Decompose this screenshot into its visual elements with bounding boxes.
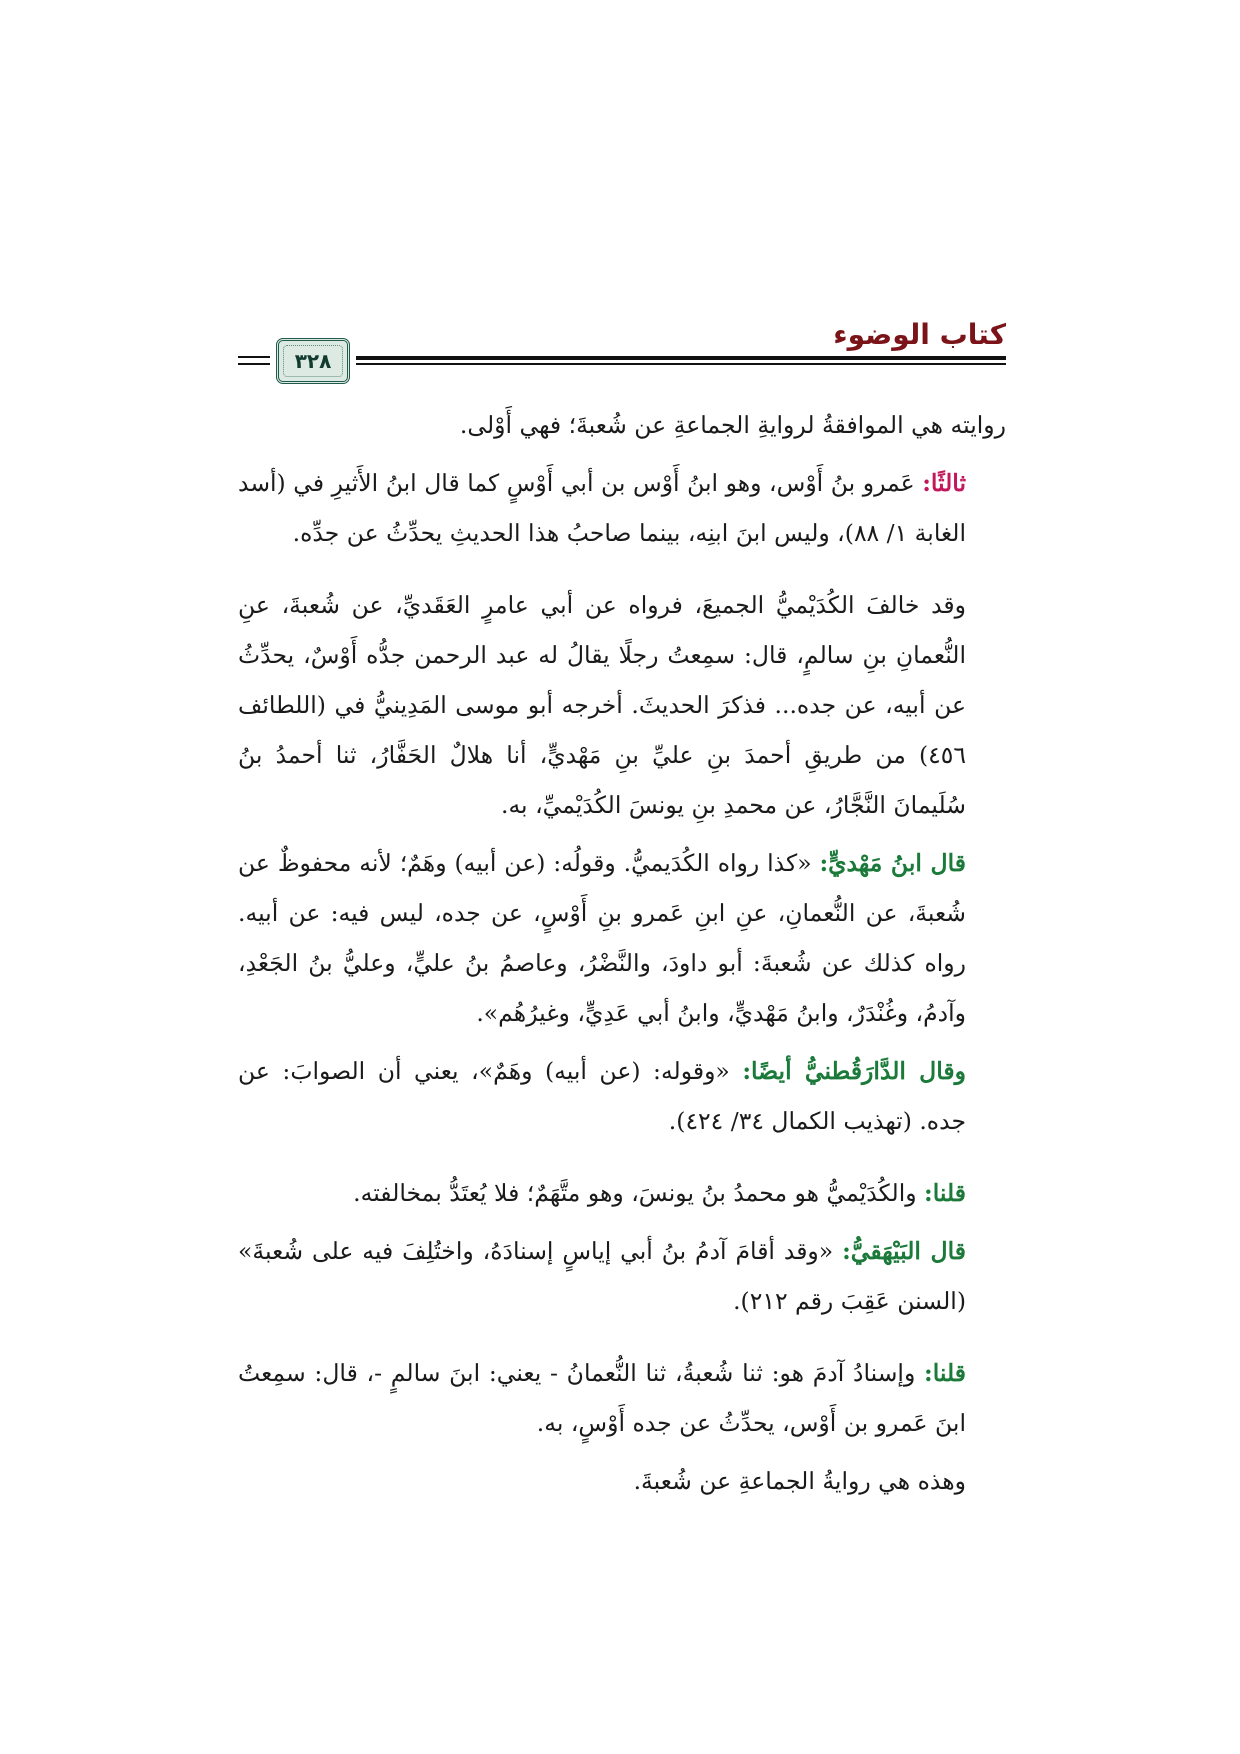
page-header <box>238 318 1006 388</box>
book-title: كتاب الوضوء <box>833 318 1006 351</box>
paragraph-6 <box>238 1168 1006 1218</box>
header-rule <box>356 356 1006 365</box>
paragraph-3 <box>238 580 1006 830</box>
paragraph-2 <box>238 458 1006 558</box>
page-number: ٣٢٨ <box>294 349 332 373</box>
page-body <box>238 400 1006 1514</box>
paragraph-text: وإسنادُ آدمَ هو: ثنا شُعبةُ، ثنا النُّعمانُ - يعني: ابنَ سالمٍ -، قال: سمِعتُ ابنَ عَمرو بن أَوْس، يحدِّثُ عن جده أَوْسٍ، به. <box>238 1359 966 1437</box>
paragraph-5 <box>238 1046 1006 1146</box>
paragraph-text: وقد خالفَ الكُدَيْميُّ الجميعَ، فرواه عن أبي عامرٍ العَقَديِّ، عن شُعبةَ، عنِ النُّعمانِ بنِ سالمٍ، قال: سمِعتُ رجلًا يقالُ له عبد الرحمن جدُّه أَوْسٌ، يحدِّثُ عن أبيه، عن جده... فذكرَ الحديثَ. أخرجه أبو موسى المَدِينيُّ في (اللطائف ٤٥٦) من طريقِ أحمدَ بنِ عليِّ بنِ مَهْديٍّ، أنا هلالٌ الحَفَّارُ، ثنا أحمدُ بنُ سُلَيمانَ النَّجَّارُ، عن محمدِ بنِ يونسَ الكُدَيْميِّ، به. <box>238 591 966 819</box>
paragraph-text: عَمرو بنُ أَوْس، وهو ابنُ أَوْس بن أبي أَوْسٍ كما قال ابنُ الأَثيرِ في (أسد الغابة ١/ ٨٨)، وليس ابنَ ابنِه، بينما صاحبُ هذا الحديثِ يحدِّثُ عن جدِّه. <box>238 469 966 547</box>
paragraph-text: «وقوله: (عن أبيه) وهَمٌ»، يعني أن الصوابَ: عن جده. (تهذيب الكمال ٣٤/ ٤٢٤). <box>238 1057 966 1135</box>
paragraph-8 <box>238 1348 1006 1448</box>
paragraph-7 <box>238 1226 1006 1326</box>
paragraph-label: قال ابنُ مَهْديٍّ: <box>819 849 966 877</box>
paragraph-4 <box>238 838 1006 1038</box>
paragraph-text: «كذا رواه الكُدَيميُّ. وقولُه: (عن أبيه) وهَمٌ؛ لأنه محفوظٌ عن شُعبةَ، عن النُّعمانِ، عنِ ابنِ عَمرو بنِ أَوْسٍ، عن جده، ليس فيه: عن أبيه. رواه كذلك عن شُعبةَ: أبو داودَ، والنَّضْرُ، وعاصمُ بنُ عليٍّ، وعليُّ بنُ الجَعْدِ، وآدمُ، وغُنْدَرٌ، وابنُ مَهْديٍّ، وابنُ أبي عَدِيٍّ، وغيرُهُم». <box>238 849 966 1027</box>
paragraph-label: وقال الدَّارَقُطنيُّ أيضًا: <box>742 1057 967 1085</box>
page-number-frame <box>276 338 350 384</box>
paragraph-text: «وقد أقامَ آدمُ بنُ أبي إياسٍ إسنادَهُ، واختُلِفَ فيه على شُعبةَ» (السنن عَقِبَ رقم ٢١٢). <box>238 1237 966 1315</box>
paragraph-text: والكُدَيْميُّ هو محمدُ بنُ يونسَ، وهو متَّهَمٌ؛ فلا يُعتَدُّ بمخالفته. <box>353 1179 925 1207</box>
paragraph-text: وهذه هي روايةُ الجماعةِ عن شُعبةَ. <box>633 1467 966 1495</box>
paragraph-label: قلنا: <box>924 1359 966 1387</box>
paragraph-label: قلنا: <box>924 1179 966 1207</box>
header-rule-tail <box>238 356 270 365</box>
paragraph-1 <box>238 400 1006 450</box>
paragraph-label: ثالثًا: <box>922 469 966 497</box>
paragraph-9 <box>238 1456 1006 1506</box>
paragraph-label: قال البَيْهَقيُّ: <box>842 1237 966 1265</box>
paragraph-text: روايته هي الموافقةُ لروايةِ الجماعةِ عن شُعبةَ؛ فهي أَوْلى. <box>459 411 1006 439</box>
